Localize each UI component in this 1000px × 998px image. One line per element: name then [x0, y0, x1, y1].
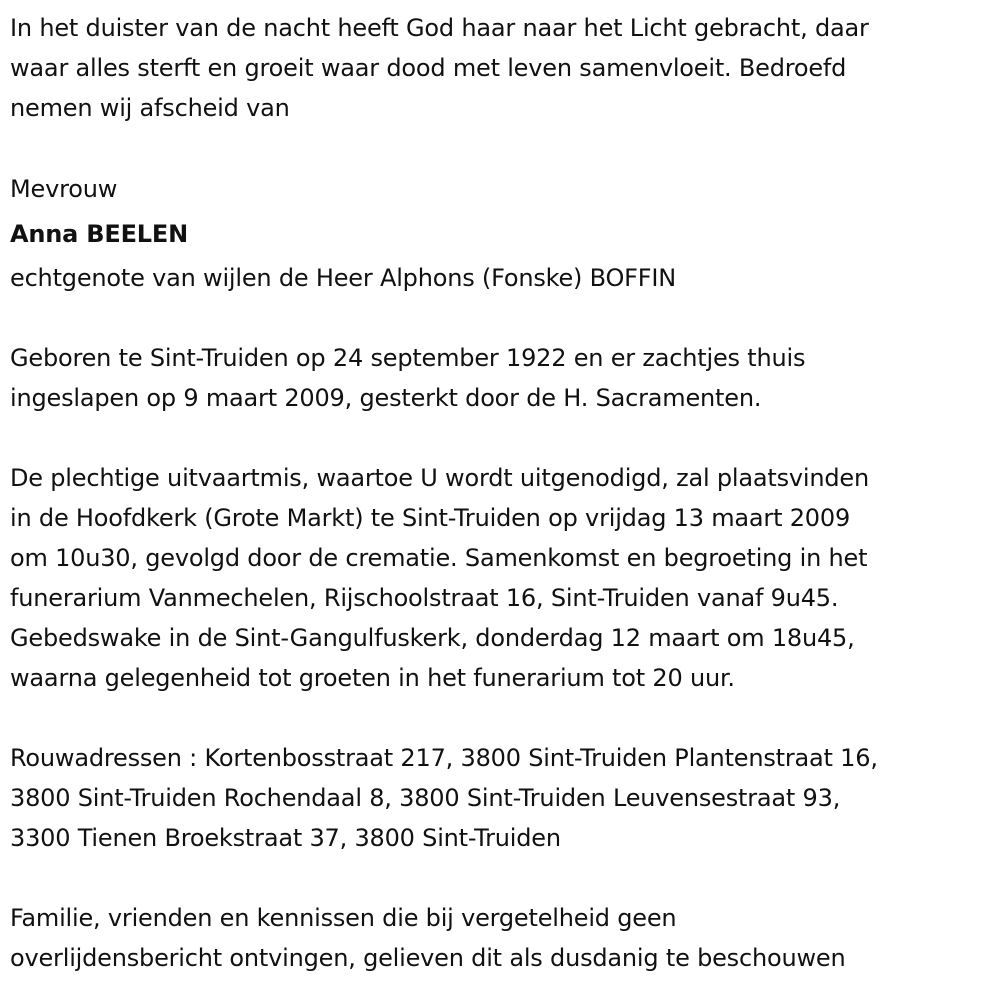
funeral-paragraph [10, 458, 1000, 698]
funeral-line: om 10u30, gevolgd door de crematie. Samenkomst en begroeting in het [10, 544, 868, 572]
closing-line: overlijdensbericht ontvingen, gelieven dit als dusdanig te beschouwen [10, 944, 846, 972]
intro-paragraph [10, 8, 1000, 128]
deceased-name: Anna BEELEN [10, 220, 188, 248]
salutation: Mevrouw [10, 175, 118, 203]
deceased-block [10, 168, 1000, 298]
intro-line: waar alles sterft en groeit waar dood met leven samenvloeit. Bedroefd [10, 54, 847, 82]
addresses-paragraph [10, 738, 1000, 858]
closing-paragraph [10, 898, 1000, 978]
birth-line: ingeslapen op 9 maart 2009, gesterkt door de H. Sacramenten. [10, 384, 762, 412]
funeral-line: funerarium Vanmechelen, Rijschoolstraat 16, Sint-Truiden vanaf 9u45. [10, 584, 839, 612]
funeral-line: in de Hoofdkerk (Grote Markt) te Sint-Truiden op vrijdag 13 maart 2009 [10, 504, 851, 532]
birth-line: Geboren te Sint-Truiden op 24 september 1922 en er zachtjes thuis [10, 344, 806, 372]
intro-line: nemen wij afscheid van [10, 94, 290, 122]
closing-line: Familie, vrienden en kennissen die bij vergetelheid geen [10, 904, 677, 932]
funeral-line: waarna gelegenheid tot groeten in het funerarium tot 20 uur. [10, 664, 735, 692]
funeral-line: De plechtige uitvaartmis, waartoe U wordt uitgenodigd, zal plaatsvinden [10, 464, 870, 492]
address-line: Rouwadressen : Kortenbosstraat 217, 3800 Sint-Truiden Plantenstraat 16, [10, 744, 878, 772]
spouse-line: echtgenote van wijlen de Heer Alphons (Fonske) BOFFIN [10, 264, 677, 292]
address-line: 3300 Tienen Broekstraat 37, 3800 Sint-Truiden [10, 824, 561, 852]
birth-paragraph [10, 338, 1000, 418]
funeral-line: Gebedswake in de Sint-Gangulfuskerk, donderdag 12 maart om 18u45, [10, 624, 855, 652]
intro-line: In het duister van de nacht heeft God haar naar het Licht gebracht, daar [10, 14, 869, 42]
address-line: 3800 Sint-Truiden Rochendaal 8, 3800 Sint-Truiden Leuvensestraat 93, [10, 784, 841, 812]
